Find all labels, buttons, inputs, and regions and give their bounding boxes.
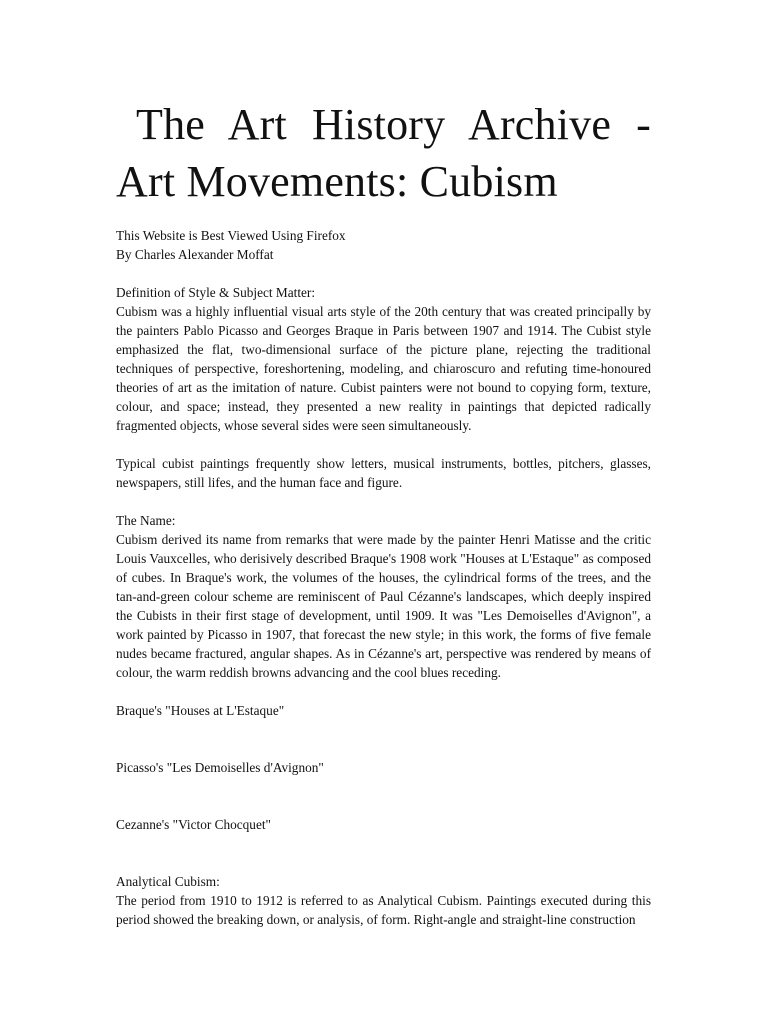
page-title: The Art History Archive - Art Movements: Cubism (116, 100, 651, 206)
analytical-heading: Analytical Cubism: (116, 874, 220, 889)
article (116, 96, 651, 927)
author-byline: By Charles Alexander Moffat (116, 247, 274, 262)
typical-subjects-paragraph: Typical cubist paintings frequently show letters, musical instruments, bottles, pitchers, glasses, newspapers, still lifes, and the human face and figure. (116, 456, 651, 490)
name-paragraph: Cubism derived its name from remarks that were made by the painter Henri Matisse and the critic Louis Vauxcelles, who derisively described Braque's 1908 work "Houses at L'Estaque" as composed of cubes. In Braque's work, the volumes of the houses, the cylindrical forms of the trees, and the tan-and-green colour scheme are reminiscent of Paul Cézanne's landscapes, which deeply inspired the Cubists in their first stage of development, until 1909. It was "Les Demoiselles d'Avignon", a work painted by Picasso in 1907, that forecast the new style; in this work, the forms of five female nudes became fractured, angular shapes. As in Cézanne's art, perspective was rendered by means of colour, the warm reddish browns advancing and the cool blues receding. (116, 532, 651, 680)
article-body (116, 226, 651, 929)
name-heading: The Name: (116, 513, 176, 528)
image-caption-picasso: Picasso's "Les Demoiselles d'Avignon" (116, 760, 324, 775)
analytical-paragraph: The period from 1910 to 1912 is referred to as Analytical Cubism. Paintings executed during this period showed the breaking down, or analysis, of form. Right-angle and straight-line construction (116, 893, 651, 927)
browser-note: This Website is Best Viewed Using Firefox (116, 228, 346, 243)
image-caption-braque: Braque's "Houses at L'Estaque" (116, 703, 285, 718)
definition-heading: Definition of Style & Subject Matter: (116, 285, 316, 300)
definition-paragraph: Cubism was a highly influential visual arts style of the 20th century that was created principally by the painters Pablo Picasso and Georges Braque in Paris between 1907 and 1914. The Cubist style emphasized the flat, two-dimensional surface of the picture plane, rejecting the traditional techniques of perspective, foreshortening, modeling, and chiaroscuro and refuting time-honoured theories of art as the imitation of nature. Cubist painters were not bound to copying form, texture, colour, and space; instead, they presented a new reality in paintings that depicted radically fragmented objects, whose several sides were seen simultaneously. (116, 304, 651, 433)
image-caption-cezanne: Cezanne's "Victor Chocquet" (116, 817, 271, 832)
